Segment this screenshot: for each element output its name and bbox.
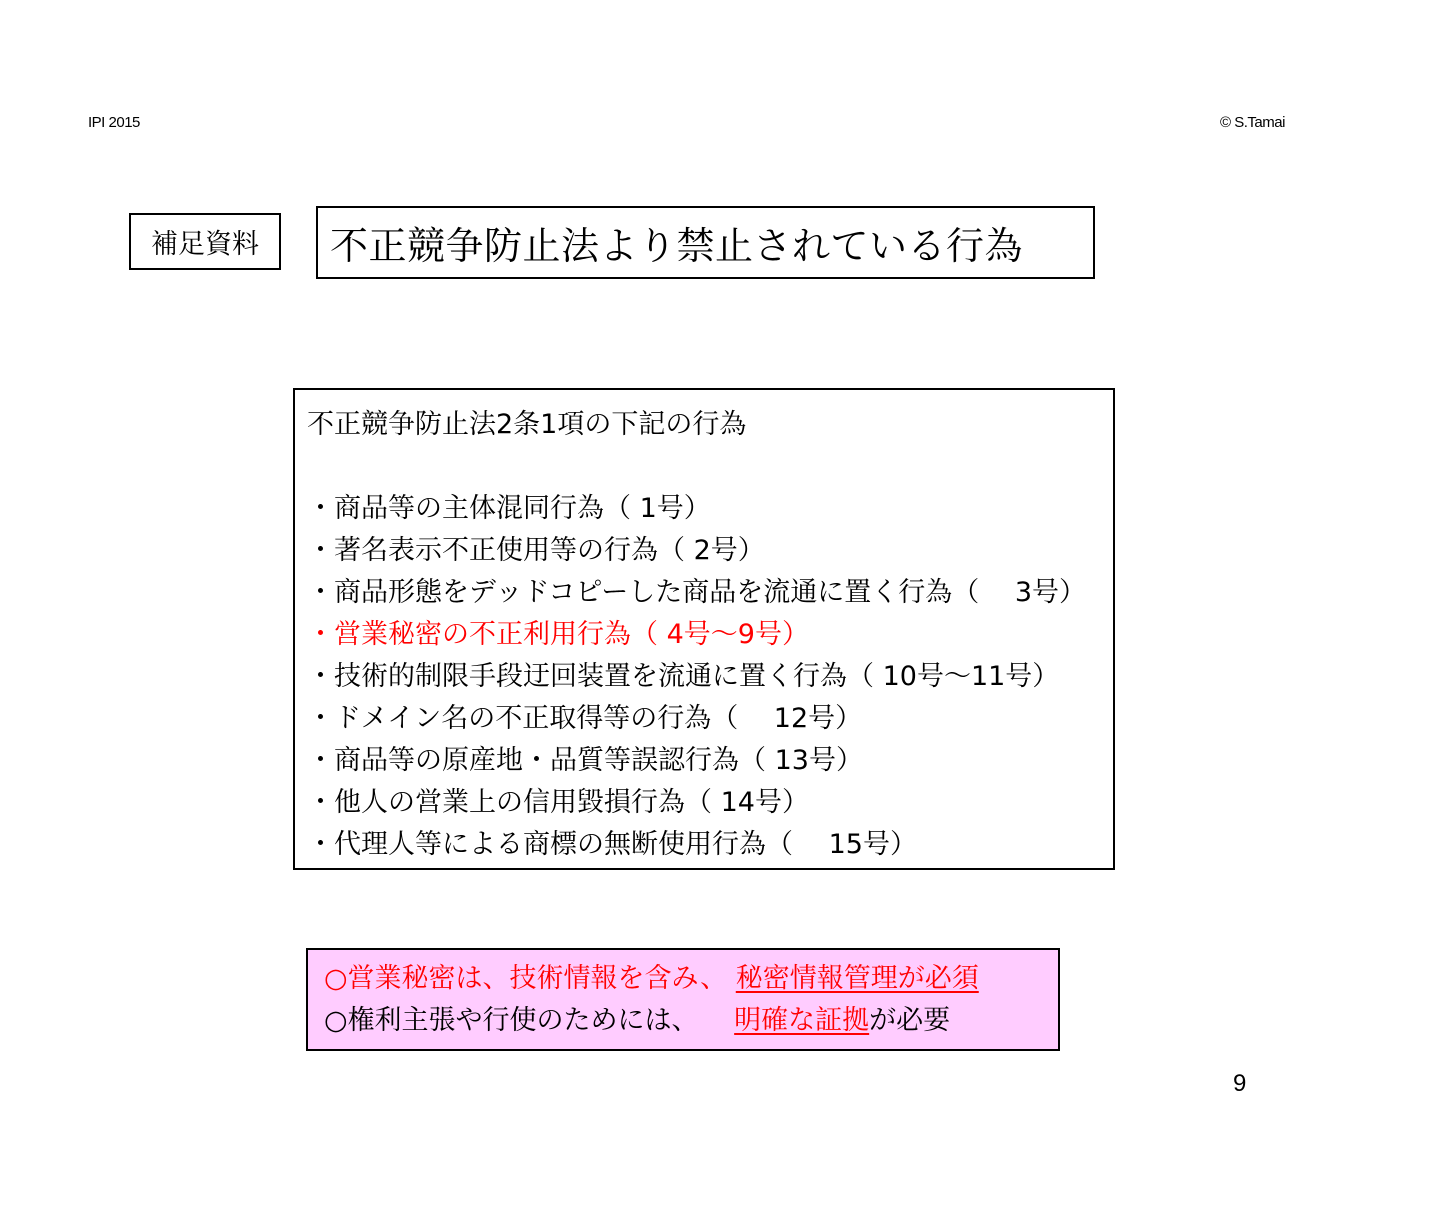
note-line-2-suffix: が必要 (869, 1005, 951, 1036)
list-item: ・商品等の原産地・品質等誤認行為（ 13号） (307, 745, 863, 776)
list-item: ・技術的制限手段迂回装置を流通に置く行為（ 10号～11号） (307, 661, 1060, 692)
header-left-text: IPI 2015 (88, 114, 140, 131)
prohibited-acts-list (307, 488, 1113, 866)
list-item: ・著名表示不正使用等の行為（ 2号） (307, 535, 765, 566)
note-line-2 (324, 1000, 1058, 1042)
list-item: ・他人の営業上の信用毀損行為（ 14号） (307, 787, 809, 818)
list-item: ・商品等の主体混同行為（ 1号） (307, 493, 711, 524)
header-right-text: © S.Tamai (1220, 114, 1285, 131)
note-line-1-prefix: ○営業秘密は、技術情報を含み、 (324, 963, 736, 994)
title-box (316, 206, 1095, 279)
note-line-1 (324, 958, 1058, 1000)
note-line-1-emphasis: 秘密情報管理が必須 (735, 963, 979, 994)
list-item: ・代理人等による商標の無断使用行為（ 15号） (307, 829, 917, 860)
page-number: 9 (1233, 1070, 1247, 1097)
page-title: 不正競争防止法より禁止されている行為 (330, 224, 1024, 268)
note-line-2-prefix: ○権利主張や行使のためには、 (324, 1005, 735, 1036)
list-item: ・ドメイン名の不正取得等の行為（ 12号） (307, 703, 863, 734)
note-box (306, 948, 1060, 1051)
note-line-2-emphasis: 明確な証拠 (734, 1005, 870, 1036)
list-intro: 不正競争防止法2条1項の下記の行為 (307, 409, 747, 440)
list-item: ・商品形態をデッドコピーした商品を流通に置く行為（ 3号） (307, 577, 1087, 608)
list-item-highlighted: ・営業秘密の不正利用行為（ 4号～9号） (307, 619, 809, 650)
supplement-tag-label: 補足資料 (151, 229, 259, 260)
prohibited-acts-box (293, 388, 1115, 870)
supplement-tag (129, 213, 281, 270)
list-spacer (307, 446, 1113, 488)
